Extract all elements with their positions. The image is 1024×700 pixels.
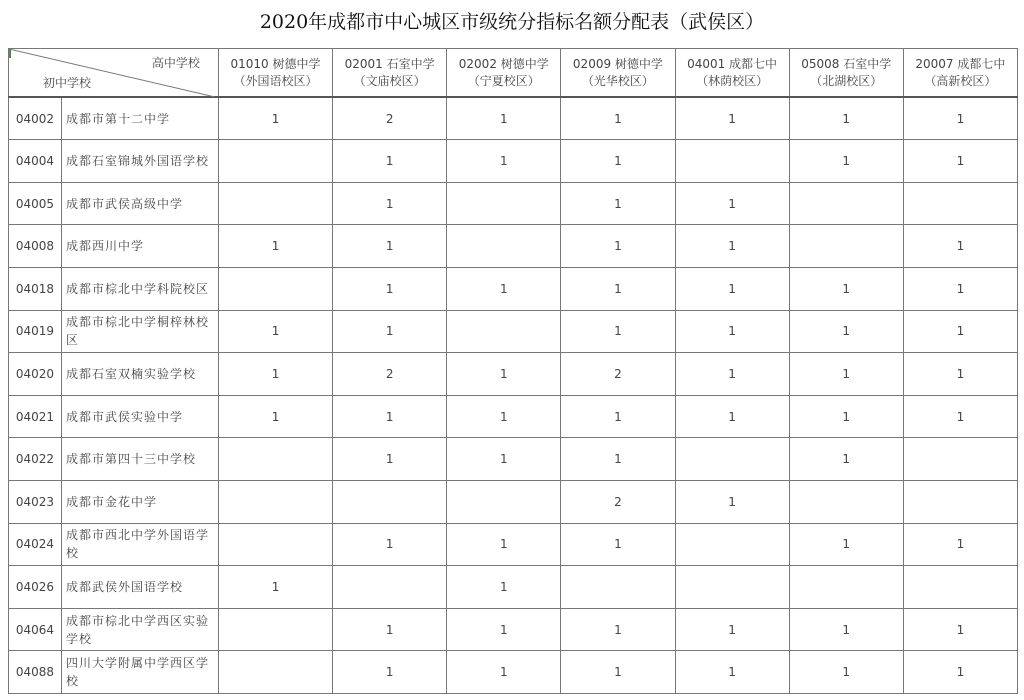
- table-row: [9, 140, 1018, 183]
- quota-cell: 1: [561, 608, 675, 651]
- quota-cell: [333, 566, 447, 609]
- quota-cell: 1: [561, 523, 675, 566]
- quota-cell: 2: [561, 353, 675, 396]
- middle-school-name: 成都市棕北中学桐梓林校区: [61, 310, 218, 353]
- middle-school-code: 04026: [9, 566, 62, 609]
- quota-cell: 1: [561, 268, 675, 311]
- quota-cell: 1: [903, 310, 1017, 353]
- middle-school-name: 成都市第四十三中学校: [61, 438, 218, 481]
- quota-cell: [218, 140, 332, 183]
- high-school-campus: （文庙校区）: [353, 73, 426, 88]
- quota-cell: [447, 481, 561, 524]
- quota-cell: 1: [218, 97, 332, 140]
- quota-cell: 1: [789, 523, 903, 566]
- high-school-campus: （外国语校区）: [233, 73, 318, 88]
- quota-cell: 1: [218, 353, 332, 396]
- high-school-campus: （北湖校区）: [810, 73, 883, 88]
- quota-cell: [675, 566, 789, 609]
- quota-cell: [789, 481, 903, 524]
- quota-cell: 1: [447, 140, 561, 183]
- quota-cell: [903, 481, 1017, 524]
- high-school-campus: （光华校区）: [581, 73, 654, 88]
- quota-cell: [789, 182, 903, 225]
- quota-cell: 1: [903, 353, 1017, 396]
- quota-cell: 2: [561, 481, 675, 524]
- quota-cell: 1: [333, 523, 447, 566]
- quota-cell: 1: [903, 268, 1017, 311]
- table-row: [9, 438, 1018, 481]
- quota-cell: [675, 523, 789, 566]
- quota-cell: [675, 140, 789, 183]
- quota-cell: 1: [675, 97, 789, 140]
- table-row: [9, 97, 1018, 140]
- quota-cell: [218, 268, 332, 311]
- corner-middle-school-label: 初中学校: [43, 76, 92, 91]
- middle-school-code: 04002: [9, 97, 62, 140]
- middle-school-name: 成都市第十二中学: [61, 97, 218, 140]
- quota-cell: 1: [903, 395, 1017, 438]
- table-row: [9, 566, 1018, 609]
- quota-cell: [561, 566, 675, 609]
- quota-cell: 1: [789, 310, 903, 353]
- high-school-code-name: 20007 成都七中: [915, 56, 1006, 71]
- high-school-header: [333, 49, 447, 98]
- middle-school-code: 04023: [9, 481, 62, 524]
- middle-school-code: 04019: [9, 310, 62, 353]
- quota-cell: 1: [447, 651, 561, 694]
- quota-cell: 1: [447, 608, 561, 651]
- quota-cell: [903, 438, 1017, 481]
- quota-cell: 1: [675, 310, 789, 353]
- quota-table: [8, 48, 1018, 694]
- table-row: [9, 395, 1018, 438]
- quota-cell: 1: [789, 608, 903, 651]
- quota-cell: 1: [675, 268, 789, 311]
- table-row: [9, 310, 1018, 353]
- corner-high-school-label: 高中学校: [151, 56, 200, 70]
- quota-cell: 1: [675, 353, 789, 396]
- middle-school-name: 四川大学附属中学西区学校: [61, 651, 218, 694]
- quota-cell: [789, 225, 903, 268]
- high-school-header: [561, 49, 675, 98]
- quota-cell: 1: [447, 268, 561, 311]
- quota-cell: 1: [447, 353, 561, 396]
- middle-school-code: 04005: [9, 182, 62, 225]
- quota-cell: 1: [447, 566, 561, 609]
- quota-cell: 1: [903, 140, 1017, 183]
- quota-cell: 1: [561, 395, 675, 438]
- quota-cell: 1: [561, 182, 675, 225]
- quota-cell: 1: [333, 225, 447, 268]
- quota-cell: 1: [903, 97, 1017, 140]
- quota-cell: 1: [903, 608, 1017, 651]
- quota-cell: 1: [903, 651, 1017, 694]
- quota-cell: 1: [789, 395, 903, 438]
- quota-cell: [447, 310, 561, 353]
- table-row: [9, 225, 1018, 268]
- high-school-header: [218, 49, 332, 98]
- quota-cell: [903, 182, 1017, 225]
- quota-cell: [218, 523, 332, 566]
- high-school-campus: （宁夏校区）: [467, 73, 540, 88]
- quota-cell: 1: [675, 182, 789, 225]
- quota-cell: [675, 438, 789, 481]
- quota-cell: [218, 481, 332, 524]
- quota-cell: [447, 182, 561, 225]
- table-row: [9, 268, 1018, 311]
- table-row: [9, 523, 1018, 566]
- quota-cell: [447, 225, 561, 268]
- quota-cell: [903, 566, 1017, 609]
- quota-cell: 1: [333, 310, 447, 353]
- quota-cell: 1: [675, 608, 789, 651]
- quota-cell: 2: [333, 353, 447, 396]
- quota-cell: 1: [789, 353, 903, 396]
- table-title: 2020年成都市中心城区市级统分指标名额分配表（武侯区）: [259, 11, 765, 33]
- quota-cell: [218, 438, 332, 481]
- quota-cell: 1: [675, 395, 789, 438]
- high-school-campus: （高新校区）: [924, 73, 997, 88]
- high-school-header: [447, 49, 561, 98]
- quota-cell: 1: [218, 225, 332, 268]
- middle-school-name: 成都市金花中学: [61, 481, 218, 524]
- quota-cell: 1: [903, 523, 1017, 566]
- quota-cell: 1: [333, 608, 447, 651]
- quota-cell: [333, 481, 447, 524]
- middle-school-code: 04020: [9, 353, 62, 396]
- table-row: [9, 353, 1018, 396]
- quota-cell: [789, 566, 903, 609]
- quota-cell: 1: [333, 140, 447, 183]
- quota-cell: 1: [903, 225, 1017, 268]
- middle-school-name: 成都石室双楠实验学校: [61, 353, 218, 396]
- quota-cell: 1: [561, 438, 675, 481]
- middle-school-code: 04018: [9, 268, 62, 311]
- quota-cell: 1: [789, 140, 903, 183]
- high-school-header: [903, 49, 1017, 98]
- middle-school-code: 04004: [9, 140, 62, 183]
- high-school-header: [675, 49, 789, 98]
- middle-school-name: 成都石室锦城外国语学校: [61, 140, 218, 183]
- table-row: [9, 651, 1018, 694]
- quota-cell: 1: [333, 438, 447, 481]
- quota-cell: 1: [447, 523, 561, 566]
- middle-school-code: 04021: [9, 395, 62, 438]
- table-row: [9, 608, 1018, 651]
- corner-header: [9, 49, 219, 98]
- quota-cell: 1: [561, 651, 675, 694]
- quota-cell: 1: [561, 310, 675, 353]
- quota-cell: 1: [789, 438, 903, 481]
- high-school-code-name: 01010 树德中学: [230, 56, 321, 71]
- quota-cell: 1: [561, 225, 675, 268]
- middle-school-name: 成都市武侯实验中学: [61, 395, 218, 438]
- middle-school-code: 04088: [9, 651, 62, 694]
- high-school-code-name: 05008 石室中学: [801, 56, 892, 71]
- high-school-code-name: 02009 树德中学: [572, 56, 663, 71]
- middle-school-code: 04008: [9, 225, 62, 268]
- table-row: [9, 182, 1018, 225]
- header-row: [9, 49, 1018, 98]
- middle-school-code: 04024: [9, 523, 62, 566]
- quota-cell: 1: [675, 481, 789, 524]
- quota-cell: 2: [333, 97, 447, 140]
- middle-school-name: 成都市棕北中学科院校区: [61, 268, 218, 311]
- quota-cell: 1: [333, 182, 447, 225]
- high-school-code-name: 04001 成都七中: [687, 56, 778, 71]
- middle-school-name: 成都市棕北中学西区实验学校: [61, 608, 218, 651]
- quota-cell: 1: [561, 140, 675, 183]
- middle-school-name: 成都西川中学: [61, 225, 218, 268]
- quota-cell: 1: [333, 395, 447, 438]
- quota-cell: 1: [218, 310, 332, 353]
- quota-cell: [218, 608, 332, 651]
- quota-cell: 1: [333, 651, 447, 694]
- quota-cell: 1: [333, 268, 447, 311]
- quota-cell: [218, 651, 332, 694]
- middle-school-name: 成都市西北中学外国语学校: [61, 523, 218, 566]
- quota-cell: 1: [561, 97, 675, 140]
- quota-cell: 1: [789, 268, 903, 311]
- quota-cell: [218, 182, 332, 225]
- middle-school-name: 成都武侯外国语学校: [61, 566, 218, 609]
- high-school-campus: （林荫校区）: [696, 73, 769, 88]
- quota-cell: 1: [218, 566, 332, 609]
- middle-school-code: 04022: [9, 438, 62, 481]
- quota-cell: 1: [447, 438, 561, 481]
- middle-school-code: 04064: [9, 608, 62, 651]
- quota-cell: 1: [675, 651, 789, 694]
- quota-cell: 1: [218, 395, 332, 438]
- table-row: [9, 481, 1018, 524]
- quota-cell: 1: [447, 97, 561, 140]
- high-school-code-name: 02002 树德中学: [458, 56, 549, 71]
- quota-cell: 1: [789, 651, 903, 694]
- quota-cell: 1: [447, 395, 561, 438]
- quota-cell: 1: [675, 225, 789, 268]
- high-school-code-name: 02001 石室中学: [344, 56, 435, 71]
- quota-cell: 1: [789, 97, 903, 140]
- middle-school-name: 成都市武侯高级中学: [61, 182, 218, 225]
- high-school-header: [789, 49, 903, 98]
